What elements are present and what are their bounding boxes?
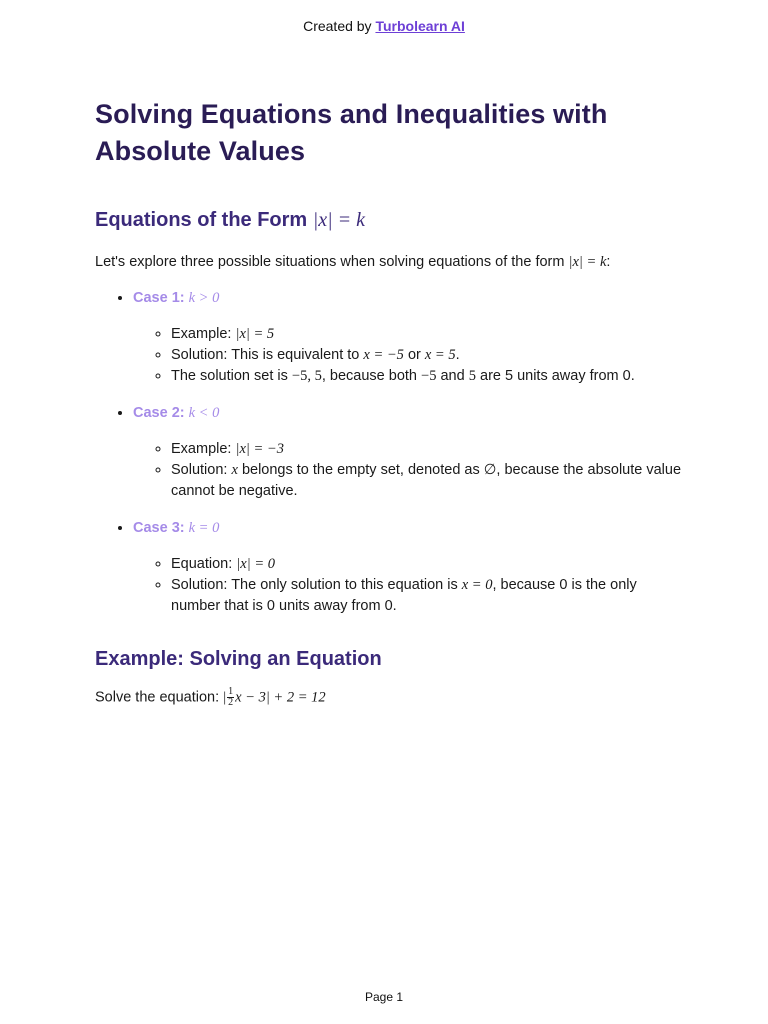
case-3-details (133, 554, 685, 617)
credit-line (0, 18, 768, 34)
case-1-solution-text: Solution: This is equivalent to (171, 347, 360, 363)
case-2-example-label: Example: (171, 441, 232, 457)
page-title-line2: Absolute Values (95, 136, 306, 166)
case-1-condition: k > 0 (188, 290, 220, 306)
case-item-3 (133, 518, 685, 617)
case-1-example (171, 324, 685, 345)
case-1-example-math: |x| = 5 (235, 326, 275, 342)
case-1-set-end: are 5 units away from 0. (480, 368, 635, 384)
section-heading-equations (95, 206, 685, 234)
case-2-example (171, 439, 685, 460)
section-heading-math: |x| = k (312, 209, 366, 231)
case-1-solution-or: or (407, 347, 421, 363)
page-title (95, 96, 685, 170)
case-2-solution (171, 460, 685, 502)
intro-text: Let's explore three possible situations when solving equations of the form (95, 254, 565, 270)
case-1-title (133, 290, 219, 306)
case-1-set-text: The solution set is (171, 368, 288, 384)
example-fraction (227, 687, 234, 708)
case-1-solution-math-a: x = −5 (363, 347, 404, 363)
case-3-equation-label: Equation: (171, 556, 233, 572)
example-paragraph (95, 687, 685, 708)
case-1-details (133, 324, 685, 387)
case-1-set-neg5: −5 (421, 368, 437, 384)
case-1-label: Case 1: (133, 290, 185, 306)
case-3-title (133, 520, 219, 536)
case-1-solution-set (171, 366, 685, 387)
case-2-solution-end: , because the absolute value cannot be negative. (171, 462, 682, 499)
case-1-solution-end: . (455, 347, 460, 363)
case-3-equation (171, 554, 685, 575)
case-3-solution (171, 575, 685, 617)
case-1-set-because: , because both (321, 368, 417, 384)
case-2-solution-x: x (231, 462, 238, 478)
case-1-example-label: Example: (171, 326, 232, 342)
case-2-title (133, 405, 219, 421)
section-heading-example: Example: Solving an Equation (95, 648, 382, 670)
case-3-label: Case 3: (133, 520, 185, 536)
case-1-solution (171, 345, 685, 366)
case-2-solution-label: Solution: (171, 462, 228, 478)
example-math-rest: x − 3| + 2 = 12 (235, 689, 326, 706)
intro-paragraph (95, 252, 685, 272)
case-2-label: Case 2: (133, 405, 185, 421)
case-1-set-5: 5 (468, 368, 476, 384)
page-title-line1: Solving Equations and Inequalities with (95, 99, 608, 129)
case-item-2 (133, 403, 685, 502)
case-2-condition: k < 0 (188, 405, 220, 421)
case-item-1 (133, 288, 685, 387)
section-heading-text: Equations of the Form (95, 209, 308, 231)
turbolearn-link[interactable]: Turbolearn AI (375, 18, 465, 34)
document-body (95, 96, 685, 708)
fraction-denominator: 2 (228, 697, 234, 708)
case-3-equation-math: |x| = 0 (236, 556, 276, 572)
example-text: Solve the equation: (95, 689, 220, 706)
case-3-condition: k = 0 (188, 520, 220, 536)
page-number: Page 1 (364, 990, 404, 1004)
case-1-solution-math-b: x = 5 (424, 347, 456, 363)
intro-math: |x| = k (568, 254, 607, 270)
example-math-open: | (223, 689, 227, 706)
case-1-set-math: −5, 5 (291, 368, 322, 384)
case-2-solution-text: belongs to the empty set, denoted as (241, 462, 480, 478)
case-3-solution-math: x = 0 (461, 577, 493, 593)
case-2-details (133, 439, 685, 502)
case-1-set-and: and (440, 368, 465, 384)
cases-list (95, 288, 685, 617)
credit-prefix: Created by (303, 18, 372, 34)
case-2-example-math: |x| = −3 (235, 441, 284, 457)
intro-end: : (606, 254, 611, 270)
case-3-solution-end: , because 0 is the only number that is 0 units away from 0. (171, 577, 637, 614)
empty-set-symbol: ∅ (483, 462, 497, 478)
fraction-numerator: 1 (228, 686, 234, 697)
case-3-solution-text: Solution: The only solution to this equation is (171, 577, 458, 593)
